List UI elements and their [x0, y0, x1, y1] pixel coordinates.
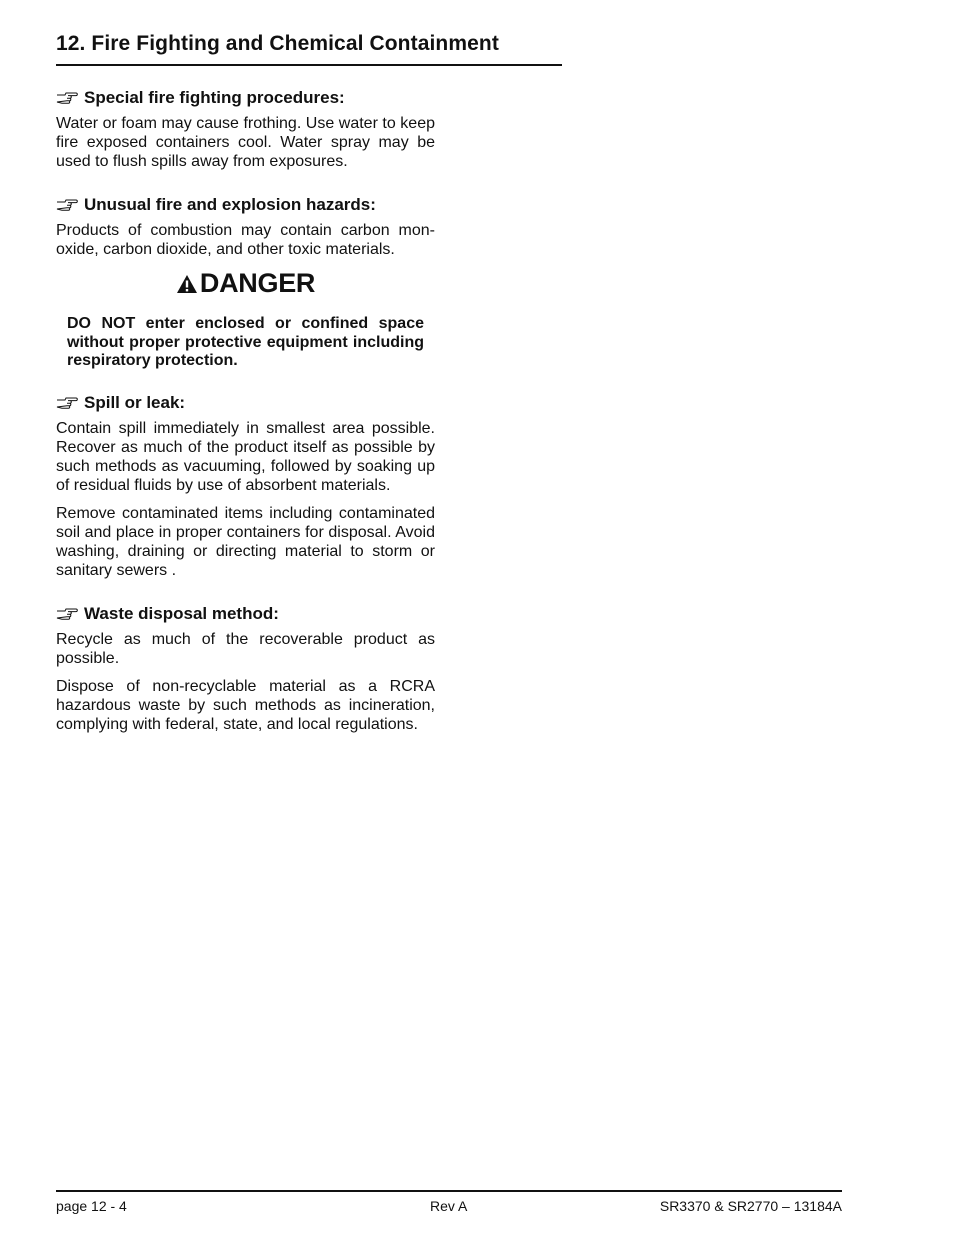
- section-heading-text: Waste disposal method:: [84, 603, 279, 623]
- pointing-hand-icon: [56, 607, 78, 621]
- danger-text: DO NOT enter enclosed or confined space without proper protective equipment including respiratory protection.: [67, 315, 424, 369]
- section-heading-spill: [56, 393, 435, 413]
- content-column: [56, 88, 435, 743]
- footer-revision: Rev A: [430, 1198, 468, 1214]
- section-heading-text: Spill or leak:: [84, 392, 186, 412]
- warning-triangle-icon: [176, 274, 198, 294]
- paragraph-spill-2: Remove contaminated items including contaminated soil and place in proper containers for disposal. Avoid washing, draining or directing material to storm or sanitary sewers .: [56, 504, 435, 579]
- section-heading-unusual-fire: [56, 195, 435, 215]
- paragraph-unusual-fire: Products of combustion may contain carbon monoxide, carbon dioxide, and other toxic materials.: [56, 222, 435, 258]
- section-heading-text: Unusual fire and explosion hazards:: [84, 195, 376, 214]
- pointing-hand-icon: [56, 91, 78, 105]
- section-heading-special-fire: [56, 88, 435, 108]
- section-heading-text: Special fire fighting procedures:: [84, 88, 345, 107]
- pointing-hand-icon: [56, 198, 78, 212]
- footer-divider: [56, 1190, 842, 1192]
- paragraph-special-fire: Water or foam may cause frothing. Use water to keep fire exposed containers cool. Water spray may be used to flush spills away from exposures.: [56, 115, 435, 170]
- chapter-title: 12. Fire Fighting and Chemical Containment: [56, 32, 499, 55]
- danger-heading: [56, 268, 435, 299]
- section-heading-waste: [56, 604, 435, 624]
- paragraph-waste-2: Dispose of non-recyclable material as a RCRA hazardous waste by such methods as incineration, complying with federal, state, and local regulations.: [56, 677, 435, 733]
- danger-label: DANGER: [199, 268, 316, 298]
- footer-document-id: SR3370 & SR2770 – 13184A: [659, 1198, 842, 1214]
- paragraph-spill-1: Contain spill immediately in smallest area possible. Recover as much of the product itself as possible by such methods as vacuuming, followed by soaking up of residual fluids by use of absorbent materials.: [56, 419, 435, 494]
- title-divider: [56, 64, 562, 66]
- pointing-hand-icon: [56, 396, 78, 410]
- paragraph-waste-1: Recycle as much of the recoverable product as possible.: [56, 630, 435, 667]
- footer-page-number: page 12 - 4: [56, 1198, 127, 1214]
